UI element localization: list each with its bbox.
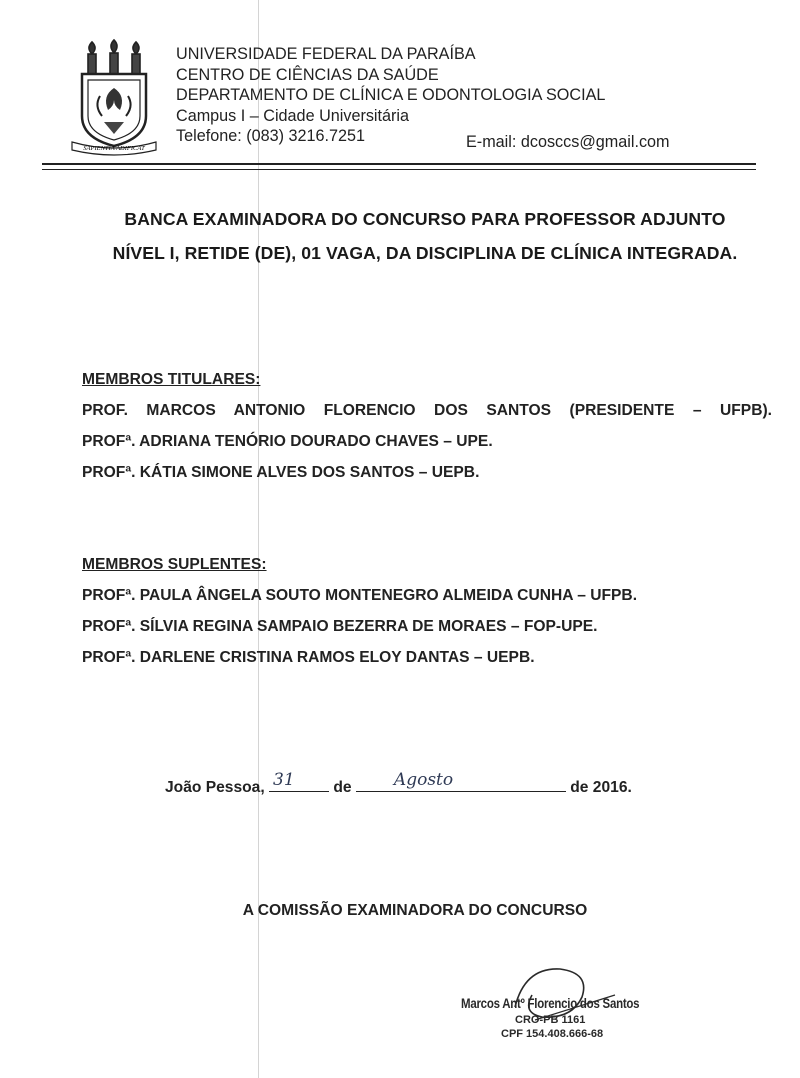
document-title: [60, 202, 790, 270]
titular-member-2: PROFª. ADRIANA TENÓRIO DOURADO CHAVES – UPE.: [82, 433, 493, 450]
date-month-handwritten: Agosto: [393, 770, 454, 790]
stamp-name: Marcos Antº Florencio dos Santos: [461, 995, 640, 1011]
date-line: [165, 770, 632, 797]
substitute-members-section: [82, 549, 772, 673]
date-city: João Pessoa,: [165, 779, 265, 796]
logo-motto: SAPIENTIA ADIFICAT: [83, 145, 145, 152]
header-divider-top: [42, 163, 756, 165]
titular-members-heading: MEMBROS TITULARES:: [82, 371, 261, 388]
phone-number: Telefone: (083) 3216.7251: [176, 127, 366, 145]
date-month-blank: [356, 770, 566, 792]
date-year: de 2016.: [570, 779, 632, 796]
title-line-2: NÍVEL I, RETIDE (DE), 01 VAGA, DA DISCIPLINA DE CLÍNICA INTEGRADA.: [112, 243, 738, 263]
date-day-handwritten: 31: [273, 770, 295, 790]
substitute-member-3: PROFª. DARLENE CRISTINA RAMOS ELOY DANTAS – UEPB.: [82, 649, 535, 666]
title-line-1: BANCA EXAMINADORA DO CONCURSO PARA PROFESSOR ADJUNTO: [124, 209, 726, 229]
titular-members-section: [82, 364, 772, 488]
department-name: DEPARTAMENTO DE CLÍNICA E ODONTOLOGIA SOCIAL: [176, 86, 606, 104]
letterhead: [176, 44, 670, 151]
titular-member-3: PROFª. KÁTIA SIMONE ALVES DOS SANTOS – UEPB.: [82, 464, 480, 481]
university-name: UNIVERSIDADE FEDERAL DA PARAÍBA: [176, 45, 476, 63]
substitute-member-2: PROFª. SÍLVIA REGINA SAMPAIO BEZERRA DE MORAES – FOP-UPE.: [82, 618, 598, 635]
stamp-cro: CRO-PB 1161: [515, 1014, 586, 1026]
date-day-blank: [269, 770, 329, 792]
substitute-member-1: PROFª. PAULA ÂNGELA SOUTO MONTENEGRO ALMEIDA CUNHA – UFPB.: [82, 587, 638, 604]
titular-member-1: PROF. MARCOS ANTONIO FLORENCIO DOS SANTOS (PRESIDENTE – UFPB).: [82, 402, 772, 419]
substitute-members-heading: MEMBROS SUPLENTES:: [82, 556, 267, 573]
email-address: E-mail: dcosccs@gmail.com: [466, 133, 670, 151]
commission-label: A COMISSÃO EXAMINADORA DO CONCURSO: [242, 902, 588, 919]
signature-stamp: [455, 965, 655, 1055]
stamp-cpf: CPF 154.408.666-68: [501, 1028, 604, 1040]
date-de: de: [333, 779, 352, 796]
university-crest-logo: [70, 38, 158, 156]
header-divider-bottom: [42, 169, 756, 170]
campus-name: Campus I – Cidade Universitária: [176, 106, 410, 125]
center-name: CENTRO DE CIÊNCIAS DA SAÚDE: [176, 65, 439, 84]
